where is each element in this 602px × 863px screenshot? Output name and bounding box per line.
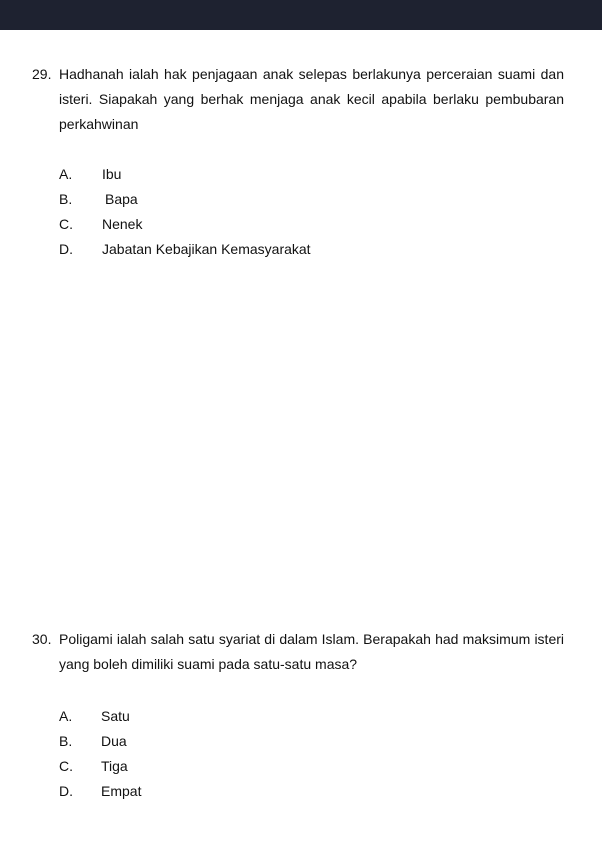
option-text: Empat xyxy=(101,783,142,799)
option-letter: B. xyxy=(59,733,73,749)
option-text: Dua xyxy=(101,733,127,749)
option-d[interactable] xyxy=(59,779,539,804)
option-text: Ibu xyxy=(102,166,122,182)
option-b[interactable] xyxy=(59,187,539,212)
option-letter: C. xyxy=(59,758,73,774)
option-d[interactable] xyxy=(59,237,539,262)
option-c[interactable] xyxy=(59,212,539,237)
question-number: 30. xyxy=(32,631,52,647)
question-text: Poligami ialah salah satu syariat di dalam Islam. Berapakah had maksimum isteri yang boleh dimiliki suami pada satu-satu masa? xyxy=(59,631,564,672)
option-text: Bapa xyxy=(105,191,138,207)
answer-options xyxy=(59,162,539,262)
option-b[interactable] xyxy=(59,729,539,754)
option-letter: B. xyxy=(59,191,73,207)
question-text: Hadhanah ialah hak penjagaan anak selepas berlakunya perceraian suami dan isteri. Siapakah yang berhak menjaga anak kecil apabila berlaku pembubaran perkahwinan xyxy=(59,66,564,132)
option-c[interactable] xyxy=(59,754,539,779)
option-text: Nenek xyxy=(102,216,143,232)
option-a[interactable] xyxy=(59,704,539,729)
option-letter: A. xyxy=(59,166,73,182)
answer-options xyxy=(59,704,539,804)
option-letter: D. xyxy=(59,241,73,257)
question-number: 29. xyxy=(32,66,52,82)
option-letter: D. xyxy=(59,783,73,799)
option-letter: C. xyxy=(59,216,73,232)
option-a[interactable] xyxy=(59,162,539,187)
option-text: Satu xyxy=(101,708,130,724)
option-text: Tiga xyxy=(101,758,128,774)
option-text: Jabatan Kebajikan Kemasyarakat xyxy=(102,241,311,257)
option-letter: A. xyxy=(59,708,73,724)
top-bar xyxy=(0,0,602,30)
